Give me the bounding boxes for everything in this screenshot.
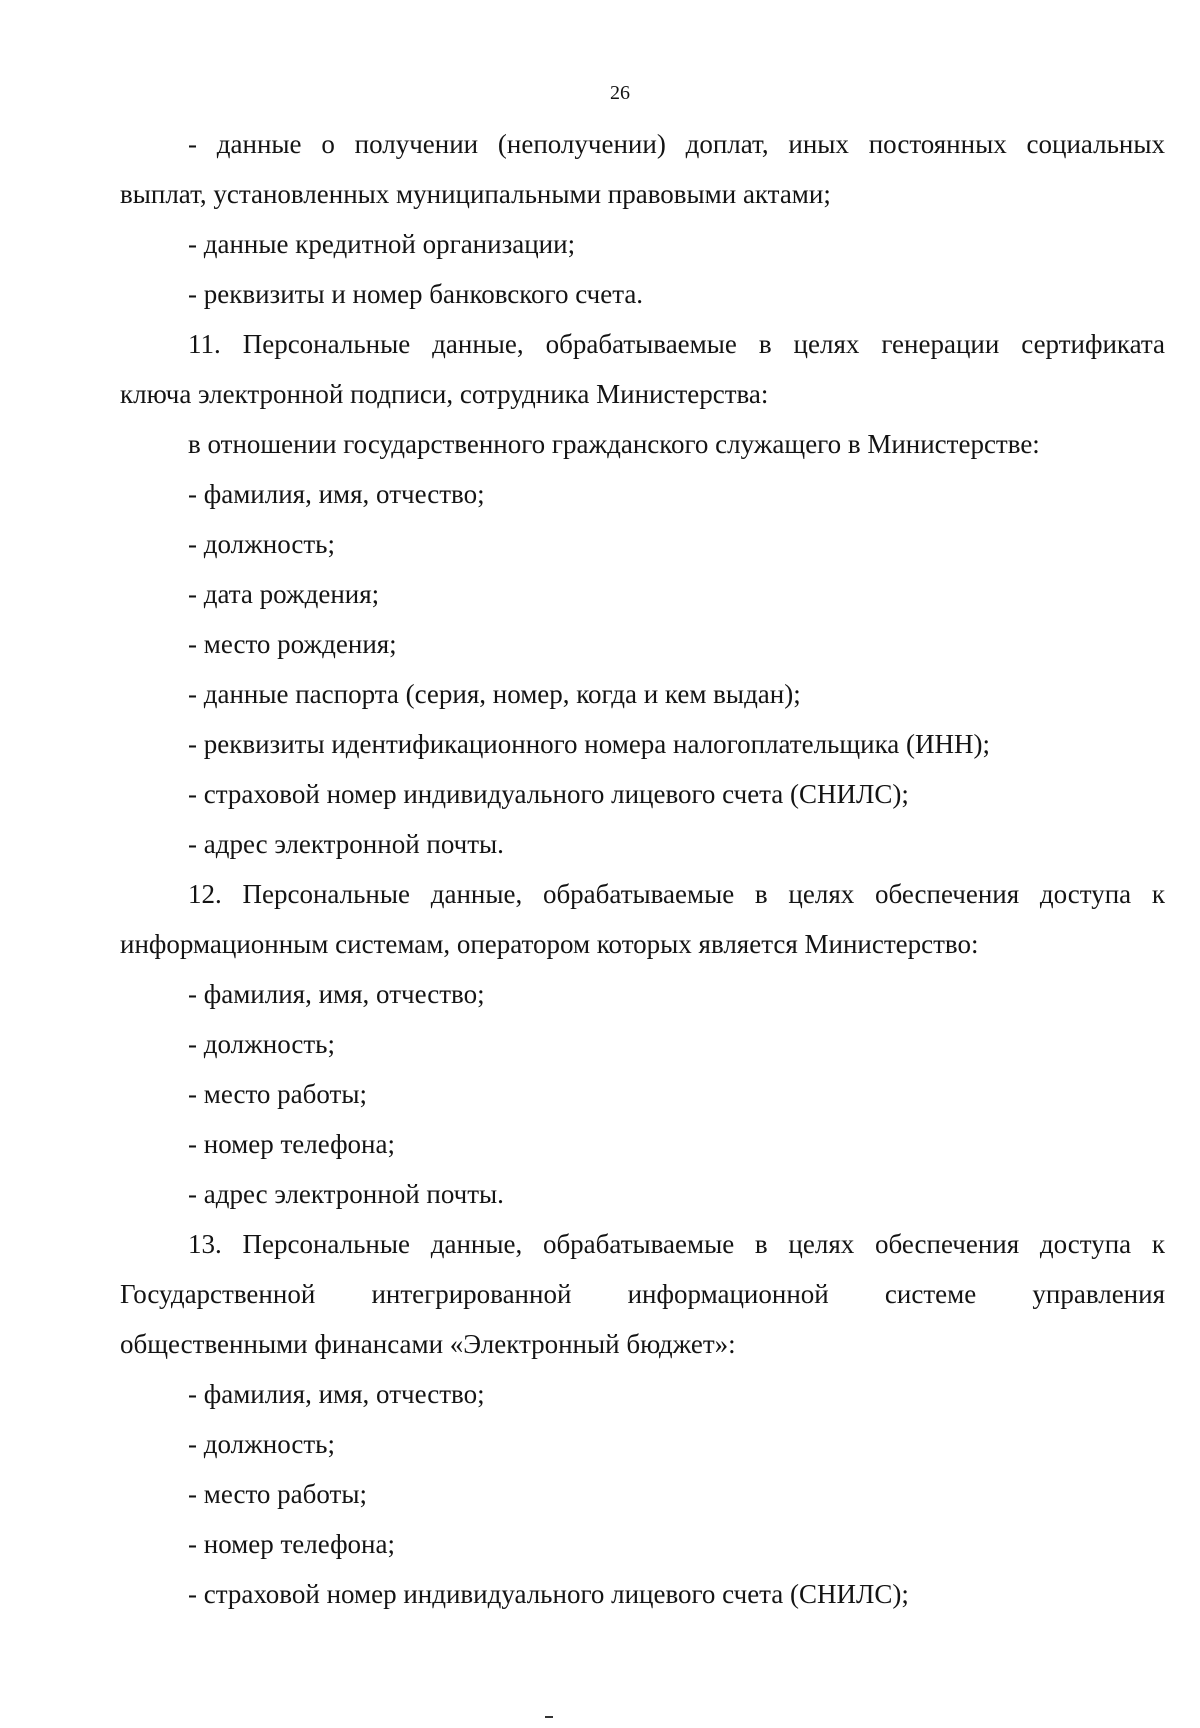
text-line: - реквизиты и номер банковского счета. — [188, 279, 644, 309]
text-line: - место рождения; — [188, 629, 397, 659]
text-line: - реквизиты идентификационного номера налогоплательщика (ИНН); — [188, 729, 991, 759]
text-line: - данные о получении (неполучении) доплат, иных постоянных социальных — [188, 129, 1165, 159]
text-line: - страховой номер индивидуального лицевого счета (СНИЛС); — [188, 779, 909, 809]
text-line: - номер телефона; — [188, 1529, 395, 1559]
text-line: 13. Персональные данные, обрабатываемые в целях обеспечения доступа к — [188, 1229, 1165, 1259]
text-line: - дата рождения; — [188, 579, 380, 609]
text-line: - должность; — [188, 1029, 335, 1059]
text-line: в отношении государственного гражданского служащего в Министерстве: — [188, 429, 1040, 459]
text-line: - данные кредитной организации; — [188, 229, 576, 259]
text-line: - должность; — [188, 1429, 335, 1459]
text-line: - должность; — [188, 529, 335, 559]
text-line: - место работы; — [188, 1079, 367, 1109]
text-line: - адрес электронной почты. — [188, 829, 504, 859]
text-line: информационным системам, оператором которых является Министерство: — [120, 929, 979, 959]
text-line: 11. Персональные данные, обрабатываемые в целях генерации сертификата — [188, 329, 1165, 359]
text-line: выплат, установленных муниципальными правовыми актами; — [120, 179, 831, 209]
text-line: - фамилия, имя, отчество; — [188, 979, 485, 1009]
text-line: ключа электронной подписи, сотрудника Министерства: — [120, 379, 769, 409]
text-line: Государственной интегрированной информационной системе управления — [120, 1279, 1165, 1309]
text-line: - адрес электронной почты. — [188, 1179, 504, 1209]
text-line: - фамилия, имя, отчество; — [188, 1379, 485, 1409]
text-line: - страховой номер индивидуального лицевого счета (СНИЛС); — [188, 1579, 909, 1609]
page-number: 26 — [610, 82, 630, 104]
text-line: - фамилия, имя, отчество; — [188, 479, 485, 509]
text-line: - данные паспорта (серия, номер, когда и кем выдан); — [188, 679, 801, 709]
scan-mark — [545, 1716, 553, 1718]
text-line: - номер телефона; — [188, 1129, 395, 1159]
text-line: 12. Персональные данные, обрабатываемые в целях обеспечения доступа к — [188, 879, 1165, 909]
text-line: - место работы; — [188, 1479, 367, 1509]
text-line: общественными финансами «Электронный бюджет»: — [120, 1329, 736, 1359]
